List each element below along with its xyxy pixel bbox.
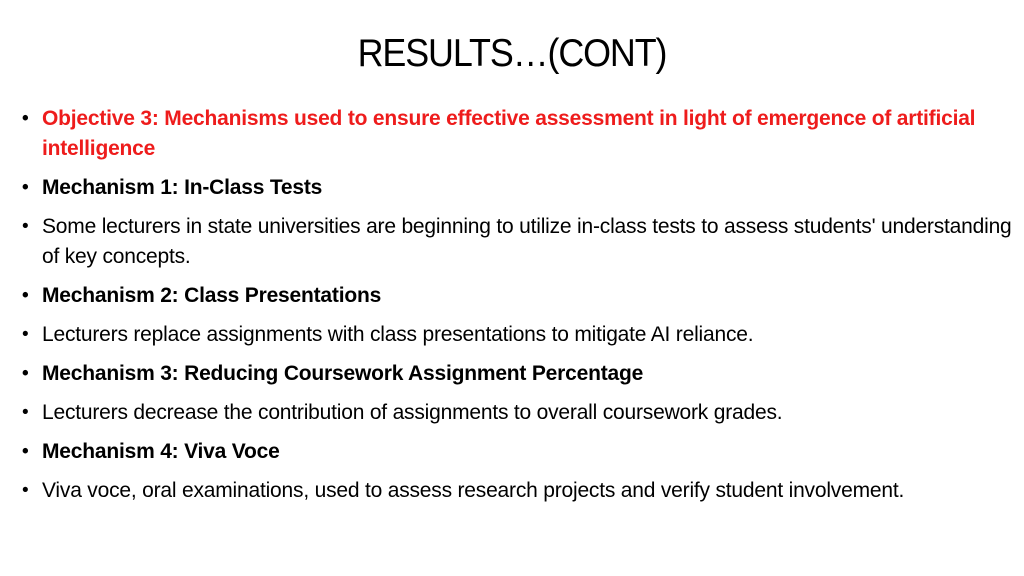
- mechanism-detail-bullet: [22, 476, 1012, 506]
- bullet-dot-icon: •: [22, 402, 29, 423]
- mechanism-1-heading: Mechanism 1: In-Class Tests: [42, 176, 323, 199]
- mechanism-4-heading: Mechanism 4: Viva Voce: [42, 440, 280, 463]
- mechanism-heading-bullet: [22, 359, 1012, 389]
- slide-title: RESULTS…(CONT): [357, 32, 667, 75]
- mechanism-heading-bullet: [22, 281, 1012, 311]
- bullet-list: [22, 104, 1012, 515]
- bullet-dot-icon: •: [22, 441, 29, 462]
- mechanism-detail-bullet: [22, 320, 1012, 350]
- bullet-dot-icon: •: [22, 324, 29, 345]
- mechanism-detail-bullet: [22, 212, 1012, 272]
- bullet-dot-icon: •: [22, 177, 29, 198]
- objective-bullet: [22, 104, 1012, 164]
- mechanism-detail-bullet: [22, 398, 1012, 428]
- objective-text: Objective 3: Mechanisms used to ensure effective assessment in light of emergence of artificial intelligence: [42, 107, 976, 160]
- mechanism-2-detail: Lecturers replace assignments with class presentations to mitigate AI reliance.: [42, 323, 754, 346]
- mechanism-4-detail: Viva voce, oral examinations, used to assess research projects and verify student involvement.: [42, 479, 905, 502]
- mechanism-heading-bullet: [22, 437, 1012, 467]
- mechanism-heading-bullet: [22, 173, 1012, 203]
- mechanism-3-detail: Lecturers decrease the contribution of assignments to overall coursework grades.: [42, 401, 783, 424]
- bullet-dot-icon: •: [22, 363, 29, 384]
- bullet-dot-icon: •: [22, 108, 29, 129]
- bullet-dot-icon: •: [22, 480, 29, 501]
- mechanism-2-heading: Mechanism 2: Class Presentations: [42, 284, 382, 307]
- bullet-dot-icon: •: [22, 285, 29, 306]
- mechanism-1-detail: Some lecturers in state universities are beginning to utilize in-class tests to assess students' understanding of key concepts.: [42, 215, 1012, 268]
- mechanism-3-heading: Mechanism 3: Reducing Coursework Assignment Percentage: [42, 362, 644, 385]
- bullet-dot-icon: •: [22, 216, 29, 237]
